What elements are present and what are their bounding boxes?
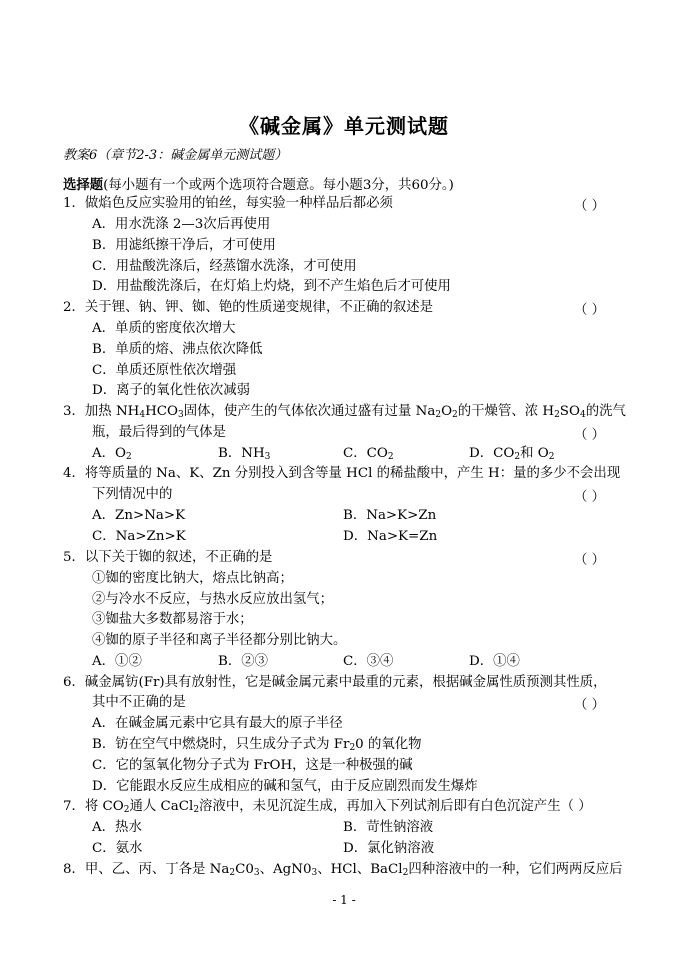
q6-stem: 6．碱金属钫(Fr)具有放射性，它是碱金属元素中最重的元素，根据碱金属性质预测其性质， xyxy=(63,675,607,690)
q6-option-c: C．它的氢氧化物分子式为 FrOH，这是一种极强的碱 xyxy=(92,758,413,773)
q6-option-b: B．钫在空气中燃烧时，只生成分子式为 $Fr_20$ 的氧化物 xyxy=(92,737,422,753)
q5-statement-2: ②与冷水不反应，与热水反应放出氢气； xyxy=(92,592,334,607)
q4-option-d: D．Na>K=Zn xyxy=(343,529,438,544)
q7-option-c: C．氨水 xyxy=(92,841,143,856)
q7-option-b: B．苛性钠溶液 xyxy=(343,820,434,835)
q1-option-b: B．用滤纸擦干净后，才可使用 xyxy=(92,238,276,253)
q5-answer-paren: （ ） xyxy=(574,553,606,568)
section-label: 选择题 xyxy=(63,177,104,193)
q3-answer-paren: （ ） xyxy=(574,428,606,443)
q2-option-b: B．单质的熔、沸点依次降低 xyxy=(92,342,263,357)
q5-option-a: A．①② xyxy=(92,654,142,669)
q3-option-a: A．$O_2$ xyxy=(92,446,132,462)
q7-option-d: D．氯化钠溶液 xyxy=(343,841,435,856)
q2-answer-paren: （ ） xyxy=(574,303,606,318)
q6-option-a: A．在碱金属元素中它具有最大的原子半径 xyxy=(92,716,343,731)
q3-stem-line2: 瓶，最后得到的气体是 xyxy=(92,425,226,440)
section-note: (每小题有一个或两个选项符合题意。每小题3分，共60分。) xyxy=(103,178,454,193)
q5-statement-1: ①铷的密度比钠大，熔点比钠高； xyxy=(92,571,293,586)
q5-option-b: B．②③ xyxy=(218,654,269,669)
section-header xyxy=(63,176,454,195)
page-title: 《碱金属》单元测试题 xyxy=(239,114,449,138)
q5-option-d: D．①④ xyxy=(469,654,520,669)
q3-option-c: C．$CO_2$ xyxy=(343,446,394,462)
q1-option-c: C．用盐酸洗涤后，经蒸馏水洗涤，才可使用 xyxy=(92,259,357,274)
q4-stem-line2: 下列情况中的 xyxy=(92,487,173,502)
q6-answer-paren: （ ） xyxy=(574,698,606,713)
lesson-subtitle: 教案6（章节2-3：碱金属单元测试题） xyxy=(63,148,288,163)
q6-stem-line2: 其中不正确的是 xyxy=(92,695,186,710)
q4-stem: 4．将等质量的 Na、K、Zn 分别投入到含等量 HCl 的稀盐酸中，产生 H：量的多少不会出现 xyxy=(63,466,621,481)
q1-option-d: D．用盐酸洗涤后，在灯焰上灼烧，到不产生焰色后才可使用 xyxy=(92,279,451,294)
q4-answer-paren: （ ） xyxy=(574,490,606,505)
q3-option-b: B．$NH_3$ xyxy=(218,446,271,462)
q5-statement-4: ④铷的原子半径和离子半径都分别比钠大。 xyxy=(92,633,347,648)
q1-answer-paren: （ ） xyxy=(574,199,606,214)
q2-option-c: C．单质还原性依次增强 xyxy=(92,363,237,378)
q4-option-b: B．Na>K>Zn xyxy=(343,508,437,523)
q1-stem: 1．做焰色反应实验用的铂丝，每实验一种样品后都必须 xyxy=(63,196,393,211)
q5-option-c: C．③④ xyxy=(343,654,394,669)
q2-option-d: D．离子的氧化性依次减弱 xyxy=(92,383,251,398)
q5-statement-3: ③铷盐大多数都易溶于水； xyxy=(92,612,253,627)
q7-stem: 7．将 $CO_2$通人 CaCl$_2$溶液中，未见沉淀生成，再加入下列试剂后即有白色沉淀产生（ ） xyxy=(63,799,592,815)
q7-option-a: A．热水 xyxy=(92,820,142,835)
q5-stem: 5．以下关于铷的叙述，不正确的是 xyxy=(63,550,273,565)
q2-stem: 2．关于锂、钠、钾、铷、铯的性质递变规律，不正确的叙述是 xyxy=(63,300,434,315)
q6-option-d: D．它能跟水反应生成相应的碱和氢气，由于反应剧烈而发生爆炸 xyxy=(92,779,478,794)
q3-stem: 3．加热 $NH_4HCO_3$固体，使产生的气体依次通过盛有过量 $Na_2O_2$的干燥管、浓 $H_2SO_4$的洗气 xyxy=(63,404,626,420)
q8-stem: 8．甲、乙、丙、丁各是 $Na_2C0_3$、$AgN0_3$、HCl、BaCl$_2$四种溶液中的一种，它们两两反应后 xyxy=(63,862,623,878)
q2-option-a: A．单质的密度依次增大 xyxy=(92,321,236,336)
page-number: - 1 - xyxy=(332,893,356,907)
q4-option-c: C．Na>Zn>K xyxy=(92,529,186,544)
q4-option-a: A．Zn>Na>K xyxy=(92,508,186,523)
q1-option-a: A．用水洗涤 2—3次后再使用 xyxy=(92,217,271,232)
q3-option-d: D．$CO_2$和 $O_2$ xyxy=(469,446,555,462)
